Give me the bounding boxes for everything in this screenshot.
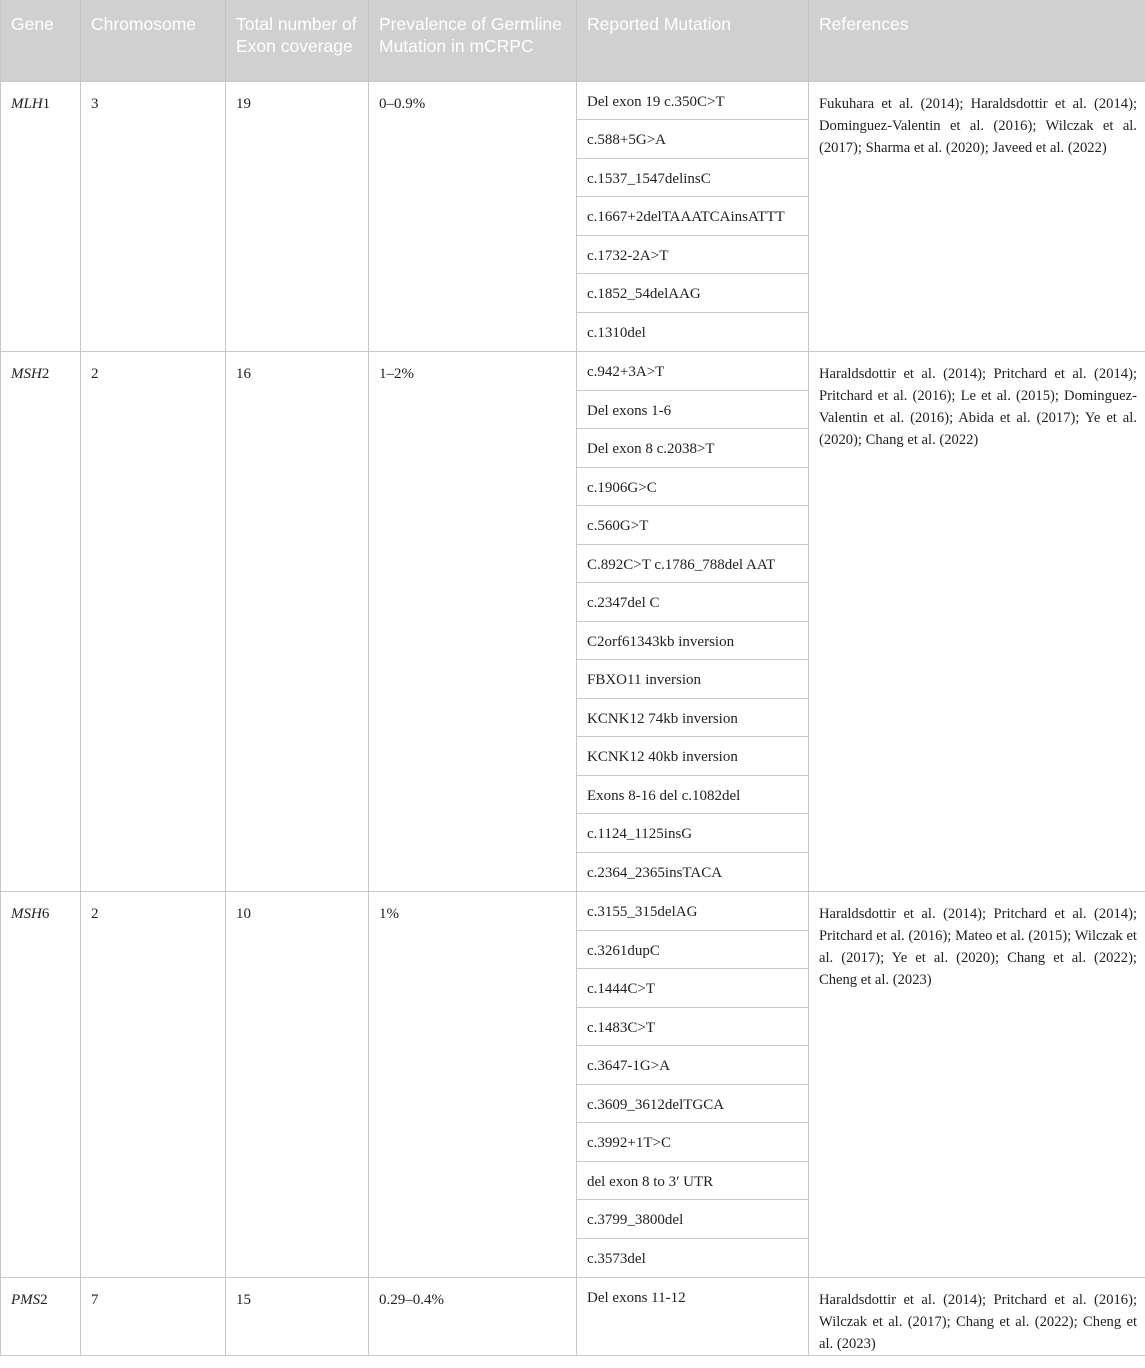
gene-suffix: 6	[41, 906, 50, 922]
mutation-item: c.1537_1547delinsC	[577, 159, 808, 198]
references-cell: Haraldsdottir et al. (2014); Pritchard et al. (2014); Pritchard et al. (2016); Mateo et al. (2015); Wilczak et al. (2017); Ye et al. (2020); Chang et al. (2022); Cheng et al. (2023)	[809, 892, 1145, 1278]
mutation-item: Del exon 8 c.2038>T	[577, 429, 808, 468]
gene-name: MLH	[11, 95, 43, 112]
gene-cell	[1, 1278, 81, 1356]
mutation-item: KCNK12 40kb inversion	[577, 737, 808, 776]
mutation-item: C.892C>T c.1786_788del AAT	[577, 545, 808, 584]
mutation-item: KCNK12 74kb inversion	[577, 699, 808, 738]
mutation-item: c.942+3A>T	[577, 352, 808, 391]
mutation-item: c.1310del	[587, 324, 646, 341]
mutation-item: c.588+5G>A	[577, 120, 808, 159]
references-cell: Fukuhara et al. (2014); Haraldsdottir et al. (2014); Dominguez-Valentin et al. (2016); Wilczak et al. (2017); Sharma et al. (2020); Javeed et al. (2022)	[809, 81, 1145, 352]
gene-cell	[1, 892, 81, 1278]
exons-cell: 19	[226, 81, 369, 352]
mutation-item: c.3609_3612delTGCA	[577, 1085, 808, 1124]
mutation-item: c.3799_3800del	[577, 1200, 808, 1239]
mutation-item: c.560G>T	[577, 506, 808, 545]
mutation-item: del exon 8 to 3′ UTR	[577, 1162, 808, 1201]
header-mutation: Reported Mutation	[577, 0, 809, 81]
exons-cell: 10	[226, 892, 369, 1278]
mutation-item: c.3647-1G>A	[577, 1046, 808, 1085]
table-row	[1, 352, 1145, 892]
header-exons: Total number of Exon coverage	[226, 0, 369, 81]
header-chromosome: Chromosome	[81, 0, 226, 81]
references-cell: Haraldsdottir et al. (2014); Pritchard et al. (2016); Wilczak et al. (2017); Chang et al. (2022); Cheng et al. (2023)	[809, 1278, 1145, 1356]
mutation-cell	[577, 81, 809, 352]
header-references: References	[809, 0, 1145, 81]
gene-name: MSH	[11, 366, 42, 382]
prevalence-cell: 1–2%	[369, 352, 577, 892]
mutation-cell	[577, 892, 809, 1278]
prevalence-cell: 0–0.9%	[369, 81, 577, 352]
prevalence-cell: 1%	[369, 892, 577, 1278]
mutation-item: c.3573del	[587, 1250, 646, 1267]
gene-suffix: 1	[42, 95, 51, 112]
exons-cell: 15	[226, 1278, 369, 1356]
mutation-item: Del exon 19 c.350C>T	[577, 82, 808, 121]
mutation-list	[577, 82, 808, 352]
exons-cell: 16	[226, 352, 369, 892]
gene-name: PMS	[11, 1292, 41, 1308]
table-row	[1, 1278, 1145, 1356]
header-row	[1, 0, 1145, 81]
mutation-item: c.1444C>T	[577, 969, 808, 1008]
mutation-item: c.2364_2365insTACA	[587, 864, 723, 881]
mutation-item: c.1124_1125insG	[577, 814, 808, 853]
gene-cell	[1, 352, 81, 892]
mutation-list	[577, 352, 808, 891]
mutation-item: Exons 8-16 del c.1082del	[577, 776, 808, 815]
mutation-item: c.1483C>T	[577, 1008, 808, 1047]
mutation-item: c.3992+1T>C	[577, 1123, 808, 1162]
mutation-cell	[577, 1278, 809, 1356]
mutation-list	[577, 1278, 808, 1317]
mutation-item: c.1906G>C	[577, 468, 808, 507]
mutation-item: c.3155_315delAG	[577, 892, 808, 931]
header-prevalence: Prevalence of Germline Mutation in mCRPC	[369, 0, 577, 81]
mutation-item: c.3261dupC	[577, 931, 808, 970]
chromosome-cell: 2	[81, 892, 226, 1278]
gene-suffix: 2	[41, 366, 50, 382]
mutation-item: c.1732-2A>T	[577, 236, 808, 275]
table-row	[1, 892, 1145, 1278]
mutation-item: Del exons 11-12	[587, 1290, 686, 1306]
gene-cell	[1, 81, 81, 352]
mutation-cell	[577, 352, 809, 892]
gene-name: MSH	[11, 906, 42, 922]
mutation-item: FBXO11 inversion	[577, 660, 808, 699]
chromosome-cell: 7	[81, 1278, 226, 1356]
mutation-item: C2orf61343kb inversion	[577, 622, 808, 661]
mutation-item: c.1667+2delTAAATCAinsATTT	[577, 197, 808, 236]
prevalence-cell: 0.29–0.4%	[369, 1278, 577, 1356]
gene-suffix: 2	[40, 1292, 48, 1308]
mutation-item: Del exons 1-6	[577, 391, 808, 430]
chromosome-cell: 2	[81, 352, 226, 892]
header-gene: Gene	[1, 0, 81, 81]
mutation-item: c.1852_54delAAG	[577, 274, 808, 313]
chromosome-cell: 3	[81, 81, 226, 352]
references-cell: Haraldsdottir et al. (2014); Pritchard et al. (2014); Pritchard et al. (2016); Le et al. (2015); Dominguez-Valentin et al. (2016); Abida et al. (2017); Ye et al. (2020); Chang et al. (2022)	[809, 352, 1145, 892]
mutation-list	[577, 892, 808, 1277]
mutation-item: c.2347del C	[577, 583, 808, 622]
table-row	[1, 81, 1145, 352]
